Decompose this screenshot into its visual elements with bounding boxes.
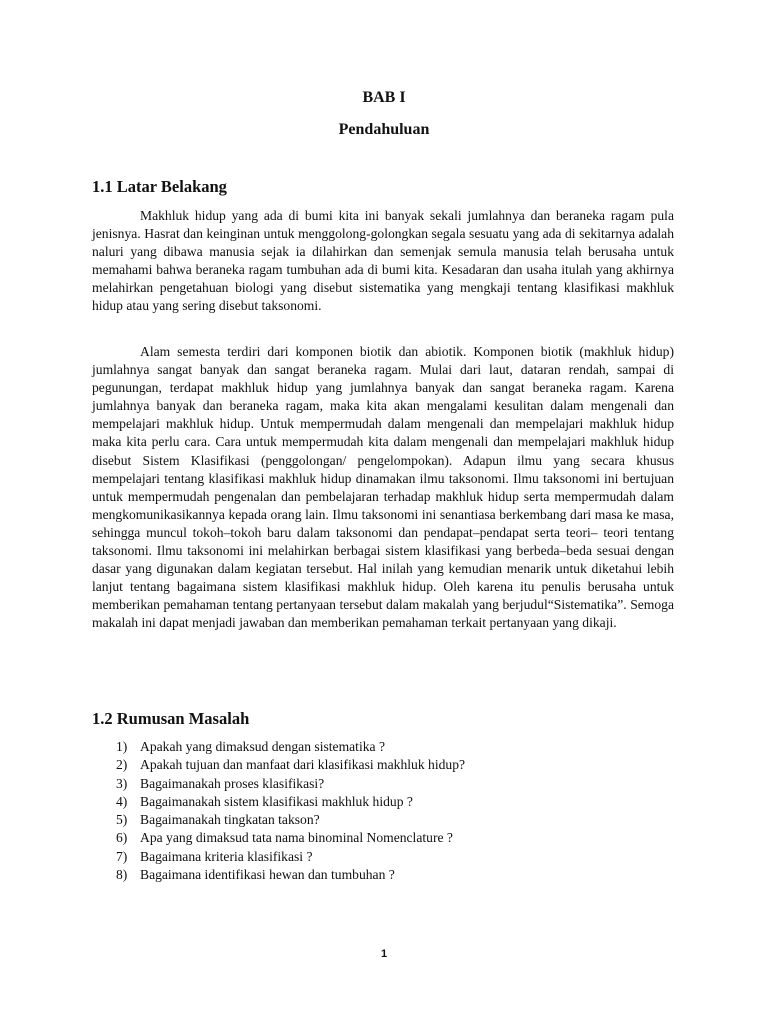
list-item-number: 5) [116,812,128,828]
list-item-number: 8) [116,867,128,883]
list-item-text: Bagaimanakah sistem klasifikasi makhluk hidup ? [140,793,413,809]
list-item [116,848,465,866]
list-item-number: 6) [116,830,128,846]
list-item-number: 4) [116,793,128,809]
list-item-text: Apa yang dimaksud tata nama binominal Nomenclature ? [140,830,453,846]
list-item [116,829,465,847]
list-item-number: 2) [116,757,128,773]
list-item [116,811,465,829]
list-item-number: 7) [116,848,128,864]
list-item [116,775,465,793]
section-heading-rumusan-masalah: 1.2 Rumusan Masalah [92,709,250,728]
list-item-text: Bagaimana kriteria klasifikasi ? [140,848,313,864]
paragraph: Alam semesta terdiri dari komponen biotik dan abiotik. Komponen biotik (makhluk hidup) jumlahnya sangat banyak dan sangat beraneka ragam. Mulai dari laut, dataran rendah, sampai di pegunungan, terdapat makhluk hidup yang jumlahnya banyak dan sangat beraneka ragam. Karena jumlahnya banyak dan beraneka ragam, maka kita akan mengalami kesulitan dalam mengenali dan mempelajari makhluk hidup. Untuk mempermudah dalam mengenali dan mempelajari makhluk hidup maka kita perlu cara. Cara untuk mempermudah kita dalam mengenali dan mempelajari makhluk hidup disebut Sistem Klasifikasi (penggolongan/ pengelompokan). Adapun ilmu yang secara khusus mempelajari tentang klasifikasi makhluk hidup dinamakan ilmu taksonomi. Ilmu taksonomi ini bertujuan untuk mempermudah pengenalan dan pembelajaran terhadap makhluk hidup serta mempermudah dalam mengkomunikasikannya kepada orang lain. Ilmu taksonomi ini senantiasa berkembang dari masa ke masa, sehingga muncul tokoh–tokoh baru dalam taksonomi dan pendapat–pendapat serta teori– teori tentang taksonomi. Ilmu taksonomi ini melahirkan berbagai sistem klasifikasi yang berbeda–beda sesuai dengan dasar yang digunakan dalam kegiatan tersebut. Hal inilah yang kemudian menarik untuk diketahui lebih lanjut tentang bagaimana sistem klasifikasi makhluk hidup. Oleh karena itu penulis berusaha untuk memberikan pemahaman tentang pertanyaan tersebut dalam makalah yang berjudul“Sistematika”. Semoga makalah ini dapat menjadi jawaban dan memberikan pemahaman terkait pertanyaan yang dikaji. [92,344,674,631]
list-item-number: 1) [116,739,128,754]
list-item-text: Bagaimanakah proses klasifikasi? [140,775,325,791]
chapter-title: Pendahuluan [338,121,430,138]
list-item-text: Apakah yang dimaksud dengan sistematika ? [140,739,385,754]
page-number: 1 [380,948,388,960]
list-item [116,866,465,884]
list-item [116,738,465,756]
list-item-text: Bagaimana identifikasi hewan dan tumbuhan ? [140,867,395,883]
list-item [116,793,465,811]
list-item-text: Apakah tujuan dan manfaat dari klasifikasi makhluk hidup? [140,757,466,773]
list-item [116,756,465,774]
list-item-number: 3) [116,775,128,791]
chapter-label: BAB I [362,89,406,106]
section-heading-latar-belakang: 1.1 Latar Belakang [92,177,227,196]
paragraph: Makhluk hidup yang ada di bumi kita ini banyak sekali jumlahnya dan beraneka ragam pula jenisnya. Hasrat dan keinginan untuk menggolong-golongkan segala sesuatu yang ada di sekitarnya adalah naluri yang dibawa manusia sejak ia dilahirkan dan semenjak semula manusia telah berusaha untuk memahami bahwa beraneka ragam tumbuhan ada di bumi kita. Kesadaran dan usaha itulah yang akhirnya melahirkan pengetahuan biologi yang disebut sistematika yang mengkaji tentang klasifikasi makhluk hidup atau yang sering disebut taksonomi. [92,208,674,314]
question-list [116,738,465,884]
list-item-text: Bagaimanakah tingkatan takson? [140,812,320,828]
